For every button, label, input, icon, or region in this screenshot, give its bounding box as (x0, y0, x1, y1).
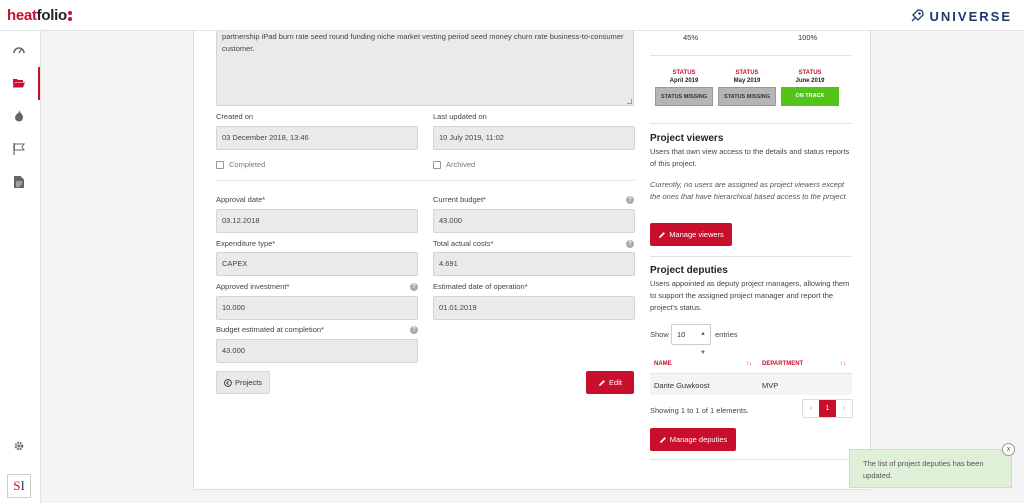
status-heading: STATUS (735, 70, 759, 76)
help-icon[interactable]: ? (626, 196, 634, 204)
percent-left: 45% (683, 33, 699, 42)
pagination (802, 399, 853, 418)
circle-arrow-left-icon (224, 379, 232, 387)
resize-grip-icon[interactable] (627, 99, 632, 104)
current-budget-label: Current budget* (433, 195, 486, 204)
created-on-field[interactable]: 03 December 2018, 13:46 (216, 126, 418, 150)
user-avatar-badge[interactable] (7, 474, 31, 498)
percent-right: 100% (798, 33, 818, 42)
viewers-note: Currently, no users are assigned as project viewers except the ones that have hierarchical based access to the project. (650, 180, 848, 201)
status-month: April 2019 (669, 78, 699, 84)
status-heading: STATUS (672, 70, 696, 76)
page-prev-button[interactable]: ‹ (809, 405, 813, 412)
viewers-title: Project viewers (650, 133, 724, 144)
show-label: Show (650, 330, 669, 339)
edit-button-label: Edit (609, 378, 622, 387)
top-bar (0, 0, 1024, 31)
toast-close-button[interactable]: x (1002, 443, 1015, 456)
checkbox-box[interactable] (433, 161, 441, 169)
deputies-description: Users appointed as deputy project managers, allowing them to support the assigned project manager and report the project's status. (650, 279, 850, 312)
logo-dots-icon (68, 11, 74, 21)
document-icon[interactable] (12, 175, 26, 189)
completed-checkbox[interactable] (216, 160, 265, 169)
status-badge: STATUS MISSING (718, 87, 776, 106)
status-badge: STATUS MISSING (655, 87, 713, 106)
success-toast (849, 449, 1012, 488)
sort-icon[interactable]: ↑↓ (840, 361, 846, 367)
gear-icon[interactable] (12, 439, 26, 453)
status-report-april[interactable] (655, 69, 713, 106)
help-icon[interactable]: ? (410, 326, 418, 334)
column-header-name[interactable]: NAME (654, 361, 672, 367)
column-header-department[interactable]: DEPARTMENT (762, 361, 804, 367)
status-badge: ON TRACK (781, 87, 839, 106)
brand-name: UNIVERSE (929, 8, 1012, 24)
estimated-date-field[interactable]: 01.01.2019 (433, 296, 635, 320)
logo-heat: heat (7, 7, 37, 24)
page-current-button[interactable]: 1 (819, 400, 836, 417)
deputy-name: Dante Guwkoost (654, 381, 710, 390)
viewers-description: Users that own view access to the details and status reports of this project. (650, 147, 850, 168)
page-next-button[interactable]: › (842, 405, 846, 412)
heatfolio-logo[interactable] (7, 7, 74, 24)
divider (650, 459, 852, 460)
edit-button[interactable] (586, 371, 634, 394)
archived-checkbox[interactable] (433, 160, 475, 169)
pencil-icon (659, 436, 667, 444)
projects-button[interactable] (216, 371, 270, 394)
dashboard-icon[interactable] (12, 43, 26, 57)
divider (650, 256, 852, 257)
divider (216, 180, 635, 181)
status-heading: STATUS (798, 70, 822, 76)
sort-icon[interactable]: ↑↓ (746, 361, 752, 367)
last-updated-label: Last updated on (433, 112, 487, 121)
sidebar (0, 31, 41, 503)
description-text: partnership iPad burn rate seed round funding niche market vesting period seed money churn rate business-to-consumer customer. (222, 32, 624, 53)
pencil-icon (658, 231, 666, 239)
pencil-icon (598, 379, 606, 387)
divider (650, 55, 852, 56)
help-icon[interactable]: ? (410, 283, 418, 291)
current-budget-field[interactable]: 43.000 (433, 209, 635, 233)
estimated-date-label: Estimated date of operation* (433, 282, 528, 291)
showing-info: Showing 1 to 1 of 1 elements. (650, 406, 749, 415)
deputies-title: Project deputies (650, 265, 728, 276)
flag-icon[interactable] (12, 142, 26, 156)
budget-completion-field[interactable]: 43.000 (216, 339, 418, 363)
expenditure-type-field[interactable]: CAPEX (216, 252, 418, 276)
approval-date-field[interactable]: 03.12.2018 (216, 209, 418, 233)
last-updated-field[interactable]: 10 July 2019, 11:02 (433, 126, 635, 150)
status-report-june[interactable] (781, 69, 839, 106)
entries-select[interactable] (671, 324, 711, 356)
entries-value: 10 (677, 330, 686, 339)
manage-deputies-label: Manage deputies (669, 435, 728, 444)
toast-message: The list of project deputies has been updated. (863, 459, 984, 480)
folder-open-icon[interactable] (12, 76, 26, 90)
expenditure-type-label: Expenditure type* (216, 239, 276, 248)
total-actual-costs-field[interactable]: 4.691 (433, 252, 635, 276)
archived-label: Archived (446, 160, 476, 169)
project-detail-card (193, 31, 871, 490)
manage-viewers-label: Manage viewers (669, 230, 724, 239)
active-nav-indicator (38, 67, 40, 100)
badge-s: S (13, 478, 21, 493)
flame-icon[interactable] (12, 109, 26, 123)
manage-viewers-button[interactable] (650, 223, 732, 246)
total-actual-costs-label: Total actual costs* (433, 239, 494, 248)
rocket-icon (909, 8, 925, 24)
description-textarea[interactable] (216, 31, 634, 106)
status-report-may[interactable] (718, 69, 776, 106)
budget-completion-label: Budget estimated at completion* (216, 325, 324, 334)
table-row[interactable] (650, 373, 852, 395)
help-icon[interactable]: ? (626, 240, 634, 248)
deputy-department: MVP (762, 381, 779, 390)
projects-button-label: Projects (234, 378, 263, 387)
created-on-label: Created on (216, 112, 254, 121)
approval-date-label: Approval date* (216, 195, 266, 204)
checkbox-box[interactable] (216, 161, 224, 169)
approved-investment-field[interactable]: 10.000 (216, 296, 418, 320)
entries-label: entries (715, 330, 738, 339)
divider (650, 123, 852, 124)
approved-investment-label: Approved investment* (216, 282, 290, 291)
select-caret-icon: ▲ ▼ (700, 331, 706, 356)
manage-deputies-button[interactable] (650, 428, 736, 451)
status-month: May 2019 (733, 78, 761, 84)
completed-label: Completed (229, 160, 266, 169)
logo-folio: folio (36, 7, 67, 24)
badge-i: I (20, 478, 25, 493)
universe-brand (909, 8, 1012, 24)
status-month: June 2019 (795, 78, 825, 84)
